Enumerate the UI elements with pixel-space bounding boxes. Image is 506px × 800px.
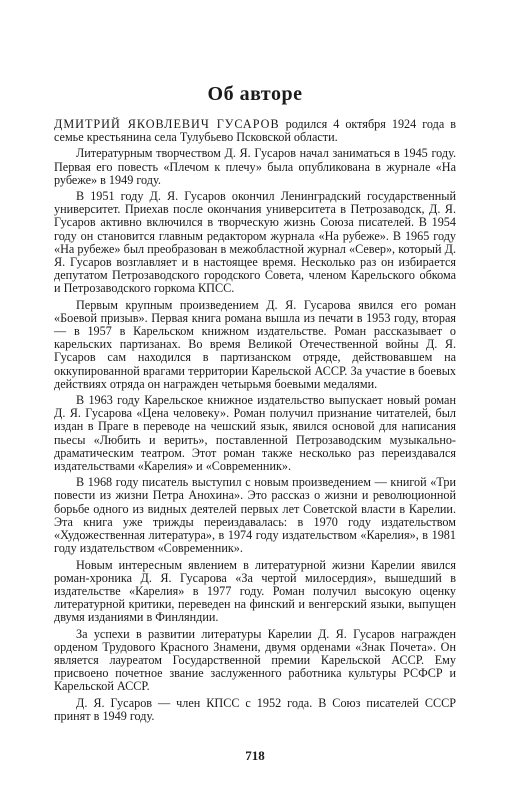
paragraph-university: В 1951 году Д. Я. Гусаров окончил Ленинградский государственный университет. Приехав после окончания университета в Петрозаводск, Д. Я. Гусаров активно включился в творческую жизнь Союза писателей. В 1954 году он становится главным редактором журнала «На рубеже». В 1965 году «На рубеже» был преобразован в межобластной журнал «Север», который Д. Я. Гусаров возглавляет и в настоящее время. Несколько раз он избирается депутатом Петрозаводского городского Совета, членом Карельского обкома и Петрозаводского горкома КПСС.	[54, 189, 456, 296]
author-name: ДМИТРИЙ ЯКОВЛЕВИЧ ГУСАРОВ	[54, 117, 280, 131]
paragraph-first-novel: Первым крупным произведением Д. Я. Гусарова явился его роман «Боевой призыв». Первая книга романа вышла из печати в 1953 году, вторая — в 1957 в Карельском книжном издательстве. Роман рассказывает о карельских партизанах. Во время Великой Отечественной войны Д. Я. Гусаров сам находился в партизанском отряде, действовавшем на оккупированной врагами территории Карельской АССР. За участие в боевых действиях отряда он награжден четырьмя боевыми медалями.	[54, 297, 456, 391]
paragraph-literary-start: Литературным творчеством Д. Я. Гусаров начал заниматься в 1945 году. Первая его повесть «Плечом к плечу» была опубликована в журнале «На рубеже» в 1949 году.	[54, 146, 456, 187]
paragraph-intro	[54, 118, 456, 144]
paragraph-awards: За успехи в развитии литературы Карелии Д. Я. Гусаров награжден орденом Трудового Красного Знамени, двумя орденами «Знак Почета». Он является лауреатом Государственной премии Карельской АССР. Ему присвоено почетное звание заслуженного работника культуры РСФСР и Карельской АССР.	[54, 626, 456, 694]
article-body	[54, 118, 456, 726]
paragraph-intro-text: родился 4 октября 1924 года в семье крестьянина села Тулубьево Псковской области.	[54, 117, 457, 145]
paragraph-second-novel: В 1963 году Карельское книжное издательство выпускает новый роман Д. Я. Гусарова «Цена человеку». Роман получил признание читателей, был издан в Праге в переводе на чешский язык, явился основой для написания пьесы «Любить и верить», поставленной Петрозаводским музыкально-драматическим театром. Этот роман также несколько раз переиздавался издательствами «Карелия» и «Современник».	[54, 393, 456, 474]
paragraph-chronicle: Новым интересным явлением в литературной жизни Карелии явился роман-хроника Д. Я. Гусарова «За чертой милосердия», вышедший в издательстве «Карелия» в 1977 году. Роман получил высокую оценку литературной критики, переведен на финский и венгерский языки, выпущен двумя изданиями в Финляндии.	[54, 557, 456, 625]
paragraph-three-stories: В 1968 году писатель выступил с новым произведением — книгой «Три повести из жизни Петра Анохина». Это рассказ о жизни и революционной борьбе одного из видных деятелей первых лет Советской власти в Карелии. Эта книга уже трижды переиздавалась: в 1970 году издательством «Художественная литература», в 1974 году издательством «Карелия», в 1981 году издательством «Современник».	[54, 475, 456, 556]
page-number: 718	[245, 748, 265, 763]
page-title: Об авторе	[207, 83, 303, 105]
paragraph-membership: Д. Я. Гусаров — член КПСС с 1952 года. В Союз писателей СССР принят в 1949 году.	[54, 695, 456, 723]
book-page	[54, 0, 456, 800]
